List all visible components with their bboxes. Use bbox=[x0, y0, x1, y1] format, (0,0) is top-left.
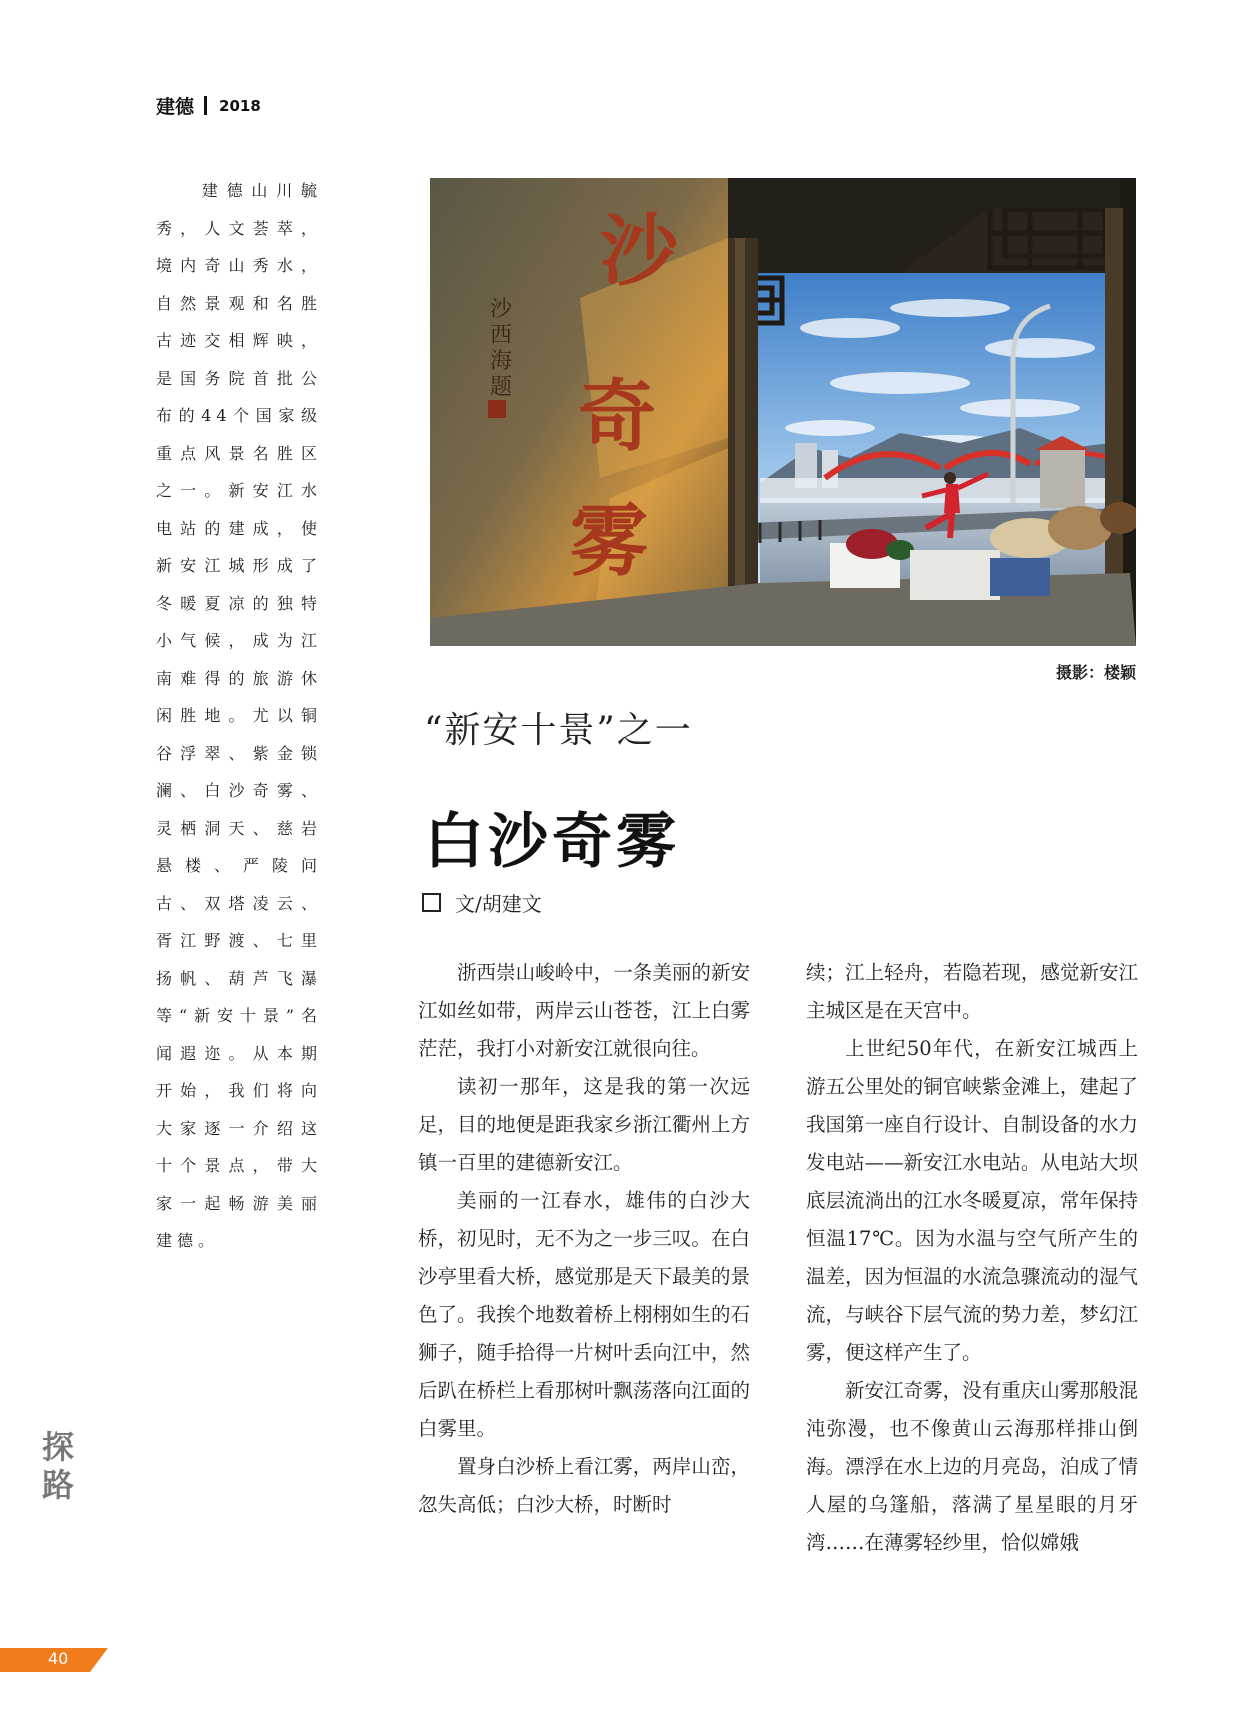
svg-text:西: 西 bbox=[490, 323, 513, 348]
article-column-left bbox=[418, 954, 750, 1524]
feature-photo bbox=[430, 178, 1136, 646]
section-tag: 探路 bbox=[42, 1428, 75, 1504]
magazine-name: 建德 bbox=[156, 96, 195, 118]
inscription-char-3: 雾 bbox=[570, 496, 649, 587]
paragraph: 置身白沙桥上看江雾，两岸山峦，忽失高低；白沙大桥，时断时 bbox=[418, 1455, 750, 1516]
intro-sidebar bbox=[156, 172, 322, 1260]
author-credit: 文/胡建文 bbox=[455, 892, 542, 916]
svg-text:题: 题 bbox=[490, 375, 513, 400]
paragraph: 上世纪50年代，在新安江城西上游五公里处的铜官峡紫金滩上，建起了我国第一座自行设计、自制设备的水力发电站——新安江水电站。从电站大坝底层流淌出的江水冬暖夏凉，常年保持恒温17℃。因为水温与空气所产生的温差，因为恒温的水流急骤流动的湿气流，与峡谷下层气流的势力差，梦幻江雾，便这样产生了。 bbox=[806, 1037, 1138, 1364]
article-title: 白沙奇雾 bbox=[424, 807, 680, 877]
photo-credit: 摄影：楼颖 bbox=[1055, 663, 1136, 682]
paragraph: 美丽的一江春水，雄伟的白沙大桥，初见时，无不为之一步三叹。在白沙亭里看大桥，感觉那是天下最美的景色了。我挨个地数着桥上栩栩如生的石狮子，随手拾得一片树叶丢向江中，然后趴在桥栏上看那树叶飘荡落向江面的白雾里。 bbox=[418, 1189, 750, 1440]
issue-year: 2018 bbox=[219, 96, 261, 115]
inscription-char-1: 沙 bbox=[600, 206, 679, 297]
checkbox-square-icon bbox=[422, 893, 441, 912]
page-number: 40 bbox=[48, 1649, 69, 1668]
feature-photo-illustration bbox=[430, 178, 1136, 646]
header-divider bbox=[204, 96, 207, 115]
inscription-char-2: 奇 bbox=[578, 371, 657, 462]
paragraph: 读初一那年，这是我的第一次远足，目的地便是距我家乡浙江衢州上方镇一百里的建德新安江。 bbox=[418, 1075, 750, 1174]
running-header bbox=[156, 92, 261, 119]
article-subtitle: “新安十景”之一 bbox=[424, 710, 693, 751]
svg-text:沙: 沙 bbox=[490, 297, 513, 322]
paragraph: 新安江奇雾，没有重庆山雾那般混沌弥漫，也不像黄山云海那样排山倒海。漂浮在水上边的月亮岛，泊成了情人屋的乌篷船，落满了星星眼的月牙湾……在薄雾轻纱里，恰似嫦娥 bbox=[806, 1379, 1138, 1554]
paragraph-continuation: 续；江上轻舟，若隐若现，感觉新安江主城区是在天宫中。 bbox=[806, 961, 1138, 1022]
sidebar-text: 建德山川毓秀，人文荟萃，境内奇山秀水，自然景观和名胜古迹交相辉映，是国务院首批公布的44个国家级重点风景名胜区之一。新安江水电站的建成，使新安江城形成了冬暖夏凉的独特小气候，成为江南难得的旅游休闲胜地。尤以铜谷浮翠、紫金锁澜、白沙奇雾、灵栖洞天、慈岩悬楼、严陵问古、双塔凌云、胥江野渡、七里扬帆、葫芦飞瀑等“新安十景”名闻遐迩。从本期开始，我们将向大家逐一介绍这十个景点，带大家一起畅游美丽建德。 bbox=[156, 181, 322, 1250]
svg-text:海: 海 bbox=[490, 349, 513, 374]
byline bbox=[422, 888, 542, 917]
paragraph: 浙西崇山峻岭中，一条美丽的新安江如丝如带，两岸云山苍苍，江上白雾茫茫，我打小对新安江就很向往。 bbox=[418, 961, 750, 1060]
article-column-right bbox=[806, 954, 1138, 1562]
